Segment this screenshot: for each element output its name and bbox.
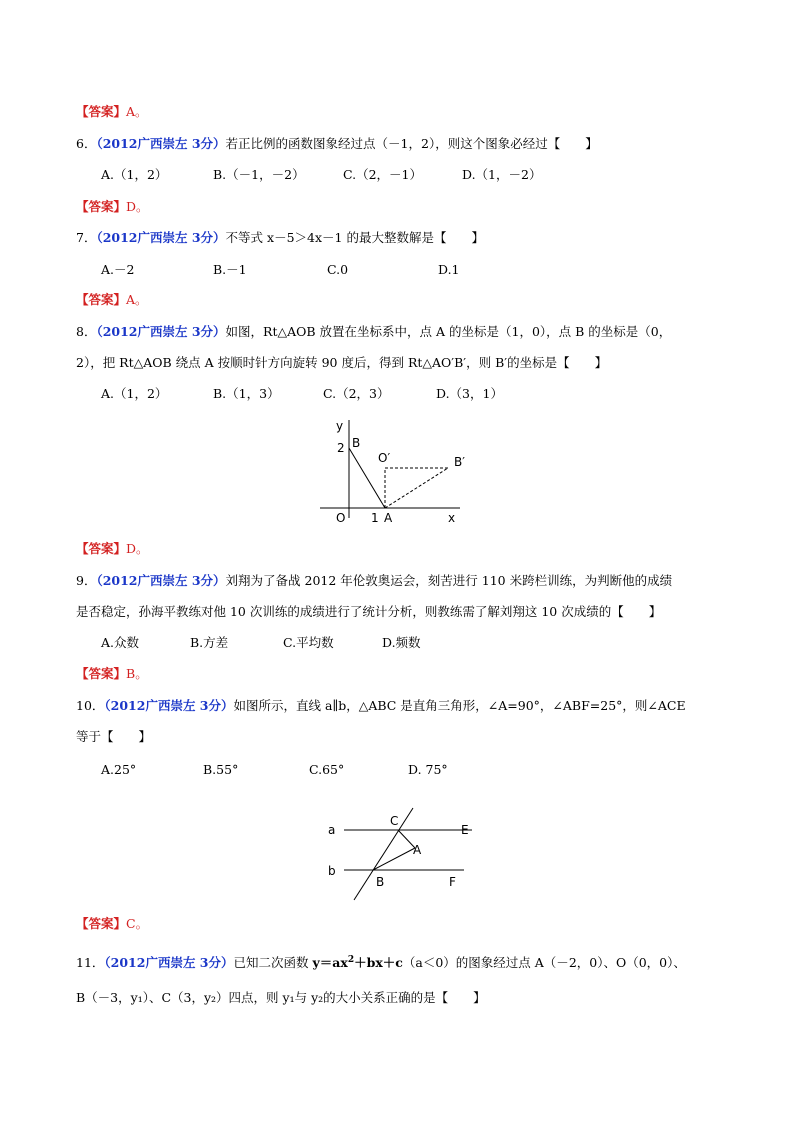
question-number: 8． — [76, 324, 97, 339]
option-a: A.25° — [101, 762, 137, 777]
option-b: B.（－1，－2） — [213, 167, 305, 182]
x-label: x — [448, 511, 456, 525]
question-9-line-2: 是否稳定，孙海平教练对他 10 次训练的成绩进行了统计分析，则教练需了解刘翔这 10 次成绩的【 】 — [76, 604, 662, 619]
point-c-label: C — [390, 814, 399, 828]
question-text: 如图所示，直线 a∥b，△ABC 是直角三角形，∠A=90°，∠ABF=25°，则∠ACE — [233, 698, 686, 713]
question-number: 10． — [76, 698, 105, 713]
formula-exponent: 2 — [347, 955, 355, 965]
line-a-label: a — [328, 823, 336, 837]
answer-label: 【答案】 — [76, 666, 127, 681]
answer-q8 — [76, 541, 149, 557]
question-source: （2012广西崇左 3分） — [96, 230, 226, 245]
answer-label: 【答案】 — [76, 199, 127, 214]
option-d: D.1 — [438, 262, 460, 277]
answer-value: D。 — [126, 199, 149, 214]
question-number: 11． — [76, 955, 105, 971]
segment-ba — [373, 848, 415, 870]
question-number: 7． — [76, 230, 97, 245]
question-text: 若正比例的函数图象经过点（－1，2），则这个图象必经过【 】 — [225, 136, 598, 151]
option-b: B.（1，3） — [213, 386, 280, 401]
option-a: A.－2 — [101, 262, 135, 277]
formula-part-1: y＝ax — [312, 955, 348, 971]
option-c: C.65° — [309, 762, 345, 777]
answer-q9 — [76, 666, 148, 682]
point-b-label: B — [352, 436, 361, 450]
question-8-line-1 — [76, 324, 671, 340]
question-source: （2012广西崇左 3分） — [104, 955, 234, 971]
point-f-label: F — [449, 875, 456, 889]
question-9-line-1 — [76, 573, 672, 589]
option-a: A.（1，2） — [101, 386, 168, 401]
option-c: C.平均数 — [283, 635, 334, 650]
answer-q7 — [76, 292, 148, 308]
option-d: D.（3，1） — [436, 386, 503, 401]
tick-2-label: 2 — [337, 441, 345, 455]
option-d: D.频数 — [382, 635, 421, 650]
option-a: A.众数 — [101, 635, 140, 650]
parallel-lines-figure — [322, 806, 482, 906]
option-d: D. 75° — [408, 762, 448, 777]
question-source: （2012广西崇左 3分） — [96, 324, 226, 339]
point-o-prime-label: O′ — [378, 451, 391, 465]
tick-1-label: 1 — [371, 511, 379, 525]
question-6 — [76, 136, 598, 152]
question-text: 不等式 x－5＞4x－1 的最大整数解是【 】 — [225, 230, 484, 245]
point-b-prime-label: B′ — [454, 455, 465, 469]
question-number: 9． — [76, 573, 97, 588]
question-11-line-2: B（－3，y₁）、C（3，y₂）四点，则 y₁与 y₂的大小关系正确的是【 】 — [76, 990, 486, 1005]
question-text: 刘翔为了备战 2012 年伦敦奥运会，刻苦进行 110 米跨栏训练，为判断他的成绩 — [225, 573, 673, 588]
point-a-label: A — [413, 843, 422, 857]
coordinate-figure — [310, 410, 470, 530]
formula-part-2: ＋bx＋c — [354, 955, 403, 971]
answer-q10 — [76, 916, 148, 932]
answer-value: C。 — [126, 916, 149, 931]
question-text-continued: （a＜0）的图象经过点 A（－2，0）、O（0，0）、 — [402, 955, 686, 971]
answer-value: D。 — [126, 541, 149, 556]
question-7 — [76, 230, 484, 246]
point-e-label: E — [461, 823, 469, 837]
option-d: D.（1，－2） — [462, 167, 542, 182]
question-number: 6． — [76, 136, 97, 151]
y-label: y — [336, 419, 344, 433]
question-source: （2012广西崇左 3分） — [96, 136, 226, 151]
answer-q5 — [76, 104, 148, 120]
answer-label: 【答案】 — [76, 292, 127, 307]
option-a: A.（1，2） — [101, 167, 168, 182]
question-source: （2012广西崇左 3分） — [104, 698, 234, 713]
line-b-label: b — [328, 864, 336, 878]
quadratic-formula — [313, 955, 403, 970]
answer-value: A。 — [126, 104, 148, 119]
question-10-line-1 — [76, 698, 686, 714]
answer-q6 — [76, 199, 149, 215]
origin-label: O — [336, 511, 346, 525]
option-b: B.55° — [203, 762, 239, 777]
question-10-line-2: 等于【 】 — [76, 729, 152, 744]
answer-value: A。 — [126, 292, 148, 307]
option-b: B.－1 — [213, 262, 247, 277]
answer-label: 【答案】 — [76, 541, 127, 556]
option-b: B.方差 — [190, 635, 229, 650]
point-a-label: A — [384, 511, 393, 525]
answer-value: B。 — [126, 666, 148, 681]
option-c: C.0 — [327, 262, 349, 277]
question-8-line-2: 2），把 Rt△AOB 绕点 A 按顺时针方向旋转 90 度后，得到 Rt△AO′B′，则 B′的坐标是【 】 — [76, 355, 608, 370]
segment-ab-prime — [385, 468, 448, 508]
question-text: 已知二次函数 — [233, 955, 309, 971]
question-11-line-1 — [76, 952, 686, 971]
question-source: （2012广西崇左 3分） — [96, 573, 226, 588]
answer-label: 【答案】 — [76, 104, 127, 119]
point-b-label: B — [376, 875, 385, 889]
option-c: C.（2，－1） — [343, 167, 422, 182]
answer-label: 【答案】 — [76, 916, 127, 931]
question-text: 如图，Rt△AOB 放置在坐标系中，点 A 的坐标是（1，0），点 B 的坐标是（0， — [225, 324, 672, 339]
option-c: C.（2，3） — [323, 386, 390, 401]
